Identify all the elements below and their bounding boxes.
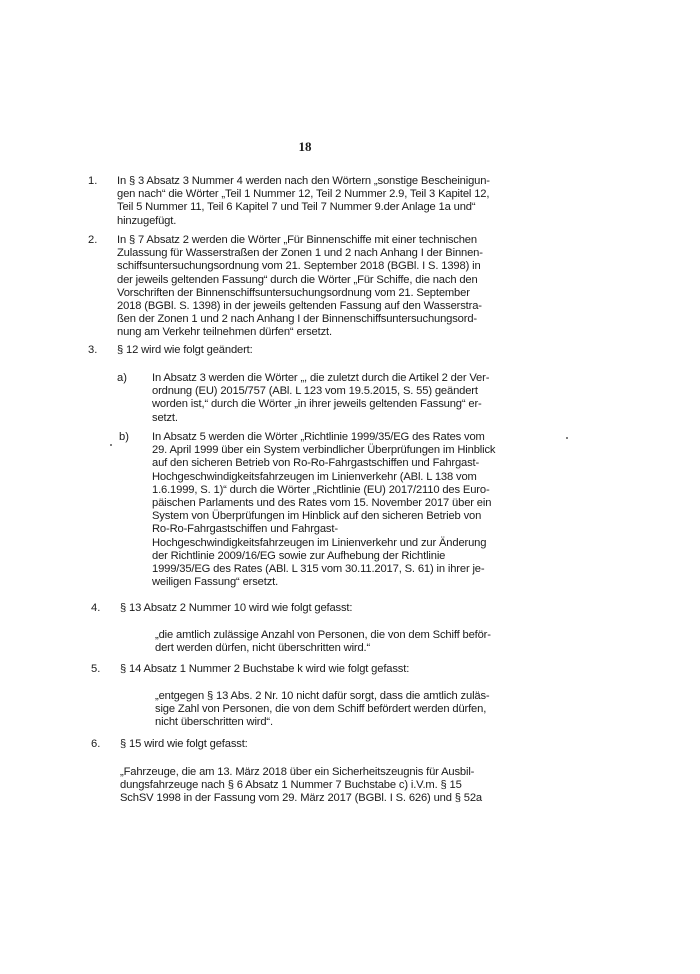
- text-line: 29. April 1999 über ein System verbindlicher Überprüfungen im Hinblick: [152, 444, 496, 457]
- text-line: Vorschriften der Binnenschiffsuntersuchungsordnung vom 21. September: [117, 286, 470, 299]
- item-number: 5.: [91, 663, 101, 675]
- item-number: b): [119, 431, 129, 443]
- text-line: Zulassung für Wasserstraßen der Zonen 1 und 2 nach Anhang I der Binnen-: [117, 247, 483, 260]
- scan-speck: [566, 437, 568, 439]
- text-line: § 13 Absatz 2 Nummer 10 wird wie folgt gefasst:: [120, 602, 353, 614]
- page-number: 18: [298, 139, 312, 154]
- text-line: sige Zahl von Personen, die von dem Schiff befördert werden dürfen,: [155, 703, 487, 716]
- scan-speck: [110, 444, 112, 446]
- text-line: der jeweils geltenden Fassung“ durch die Wörter „Für Schiffe, die nach den: [117, 273, 478, 286]
- item-text: [152, 372, 489, 425]
- item-text: [117, 344, 253, 357]
- item-text: [117, 234, 483, 340]
- item-number: a): [117, 372, 127, 384]
- text-line: In Absatz 5 werden die Wörter „Richtlinie 1999/35/EG des Rates vom: [152, 431, 485, 443]
- text-line: ordnung (EU) 2015/757 (ABl. L 123 vom 19.5.2015, S. 55) geändert: [152, 385, 478, 398]
- text-line: § 14 Absatz 1 Nummer 2 Buchstabe k wird wie folgt gefasst:: [120, 663, 410, 675]
- item-text: [120, 766, 482, 806]
- text-line: setzt.: [152, 411, 178, 424]
- text-line: weiligen Fassung“ ersetzt.: [152, 576, 279, 589]
- text-line: § 15 wird wie folgt gefasst:: [120, 738, 248, 750]
- text-line: dungsfahrzeuge nach § 6 Absatz 1 Nummer 7 Buchstabe c) i.V.m. § 15: [120, 779, 462, 792]
- text-line: päischen Parlaments und des Rates vom 15. November 2017 über ein: [152, 497, 492, 510]
- text-line: 2018 (BGBl. S. 1398) in der jeweils geltenden Fassung auf den Wasserstra-: [117, 300, 482, 313]
- item-text: [120, 663, 409, 676]
- text-line: In Absatz 3 werden die Wörter „, die zuletzt durch die Artikel 2 der Ver-: [152, 372, 490, 384]
- text-line: gen nach“ die Wörter „Teil 1 Nummer 12, Teil 2 Nummer 2.9, Teil 3 Kapitel 12,: [117, 188, 490, 201]
- text-line: schiffsuntersuchungsordnung vom 21. September 2018 (BGBl. I S. 1398) in: [117, 260, 481, 273]
- text-line: Hochgeschwindigkeitsfahrzeugen im Linienverkehr (ABl. L 138 vom: [152, 470, 477, 483]
- text-line: § 12 wird wie folgt geändert:: [117, 344, 253, 356]
- text-line: worden ist,“ durch die Wörter „in ihrer jeweils geltenden Fassung“ er-: [152, 398, 482, 411]
- text-line: 1999/35/EG des Rates (ABl. L 315 vom 30.11.2017, S. 61) in ihrer je-: [152, 563, 485, 576]
- text-line: „Fahrzeuge, die am 13. März 2018 über ein Sicherheitszeugnis für Ausbil-: [120, 766, 475, 778]
- item-text: [120, 738, 248, 751]
- text-line: SchSV 1998 in der Fassung vom 29. März 2017 (BGBl. I S. 626) und § 52a: [120, 792, 483, 805]
- text-line: „entgegen § 13 Abs. 2 Nr. 10 nicht dafür sorgt, dass die amtlich zuläs-: [155, 690, 490, 702]
- item-text: [155, 629, 491, 655]
- text-line: Ro-Ro-Fahrgastschiffen und Fahrgast-: [152, 523, 338, 536]
- text-line: Hochgeschwindigkeitsfahrzeugen im Linienverkehr und zur Änderung: [152, 536, 487, 549]
- text-line: nung am Verkehr teilnehmen dürfen“ ersetzt.: [117, 326, 332, 339]
- item-number: 4.: [91, 602, 101, 614]
- text-line: auf den sicheren Betrieb von Ro-Ro-Fahrgastschiffen und Fahrgast-: [152, 457, 480, 470]
- text-line: „die amtlich zulässige Anzahl von Personen, die von dem Schiff beför-: [155, 629, 491, 641]
- text-line: der Richtlinie 2009/16/EG sowie zur Aufhebung der Richtlinie: [152, 549, 446, 562]
- text-line: System von Überprüfungen im Hinblick auf den sicheren Betrieb von: [152, 510, 482, 523]
- text-line: dert werden dürfen, nicht überschritten wird.“: [155, 642, 371, 655]
- text-line: nicht überschritten wird“.: [155, 716, 273, 729]
- text-line: In § 7 Absatz 2 werden die Wörter „Für Binnenschiffe mit einer technischen: [117, 234, 477, 246]
- item-number: 1.: [88, 175, 98, 187]
- text-line: 1.6.1999, S. 1)“ durch die Wörter „Richtlinie (EU) 2017/2110 des Euro-: [152, 483, 490, 496]
- item-number: 6.: [91, 738, 101, 750]
- text-line: In § 3 Absatz 3 Nummer 4 werden nach den Wörtern „sonstige Bescheinigun-: [117, 175, 490, 187]
- item-text: [120, 602, 352, 615]
- text-line: Teil 5 Nummer 11, Teil 6 Kapitel 7 und Teil 7 Nummer 9.der Anlage 1a und“: [117, 201, 476, 214]
- item-number: 3.: [88, 344, 98, 356]
- item-text: [152, 431, 495, 589]
- text-line: hinzugefügt.: [117, 214, 177, 227]
- text-line: ßen der Zonen 1 und 2 nach Anhang I der Binnenschiffsuntersuchungsord-: [117, 313, 477, 326]
- item-text: [117, 175, 490, 228]
- item-number: 2.: [88, 234, 98, 246]
- item-text: [155, 690, 490, 730]
